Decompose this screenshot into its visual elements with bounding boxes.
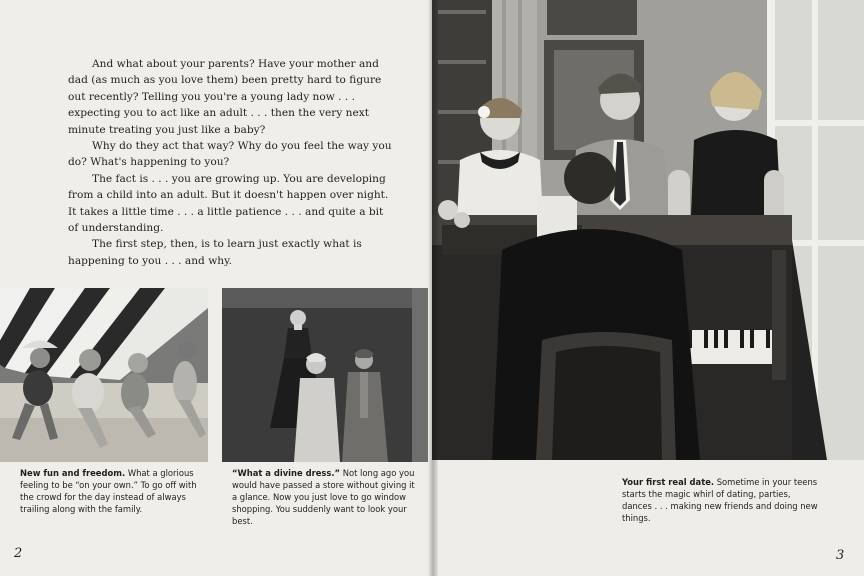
paragraph: The fact is . . . you are growing up. You are developing from a child into an adult. But it doesn't happen over night. It takes a little time . . . a little patience . . . and quite a bit of understanding.	[68, 172, 389, 235]
body-text	[68, 56, 393, 269]
paragraph: Why do they act that way? Why do you feel the way you do? What's happening to you?	[68, 140, 392, 169]
paragraph: The first step, then, is to learn just exactly what is happening to you . . . and why.	[68, 238, 362, 267]
paragraph: And what about your parents? Have your mother and dad (as much as you love them) been pretty hard to figure out recently? Telling you you're a young lady now . . . expecting you to act like an adult . . . then the very next minute treating you just like a baby?	[68, 58, 382, 136]
caption-title: Your first real date.	[622, 477, 715, 487]
caption-text: What a glorious feeling to be “on your own.” To go off with the crowd for the day instead of always trailing along with the family.	[20, 468, 197, 514]
shopping-caption	[232, 467, 416, 527]
caption-text: Not long ago you would have passed a store without giving it a glance. Now you just love to go window shopping. You suddenly want to look your best.	[232, 468, 415, 526]
book-gutter	[428, 0, 438, 576]
caption-title: New fun and freedom.	[20, 468, 126, 478]
date-caption	[622, 476, 822, 524]
beach-caption	[20, 467, 200, 515]
caption-text: Sometime in your teens starts the magic whirl of dating, parties, dances . . . making new friends and doing new things.	[622, 477, 818, 523]
page-number-left: 2	[14, 546, 23, 561]
shopping-photo	[222, 288, 428, 462]
beach-photo	[0, 288, 208, 462]
piano-photo	[432, 0, 864, 460]
right-page	[432, 0, 864, 576]
caption-title: “What a divine dress.”	[232, 468, 341, 478]
page-number-right: 3	[836, 548, 845, 563]
